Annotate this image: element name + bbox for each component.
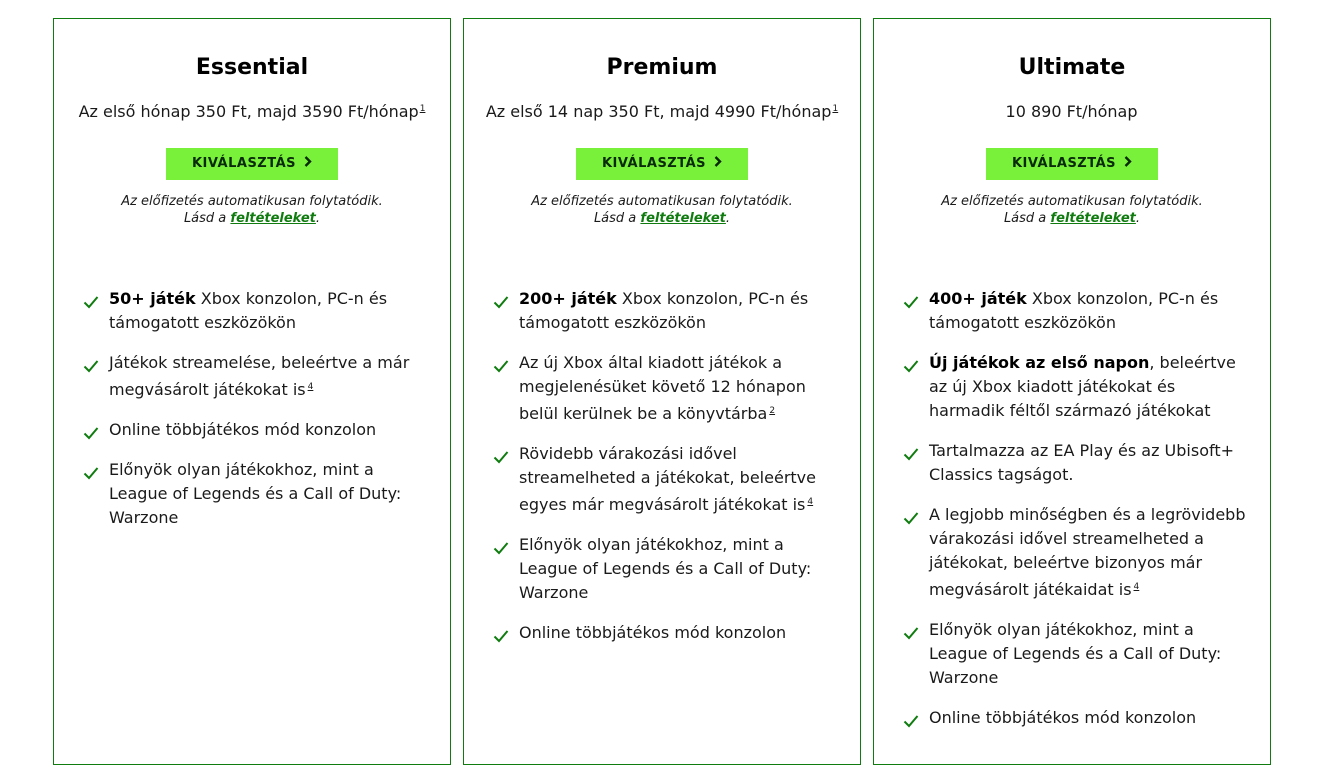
feature-list xyxy=(903,287,1253,746)
renewal-note-line1: Az előfizetés automatikusan folytatódik. xyxy=(531,194,793,209)
checkmark-icon xyxy=(493,447,509,461)
renewal-note-prefix: Lásd a xyxy=(183,211,227,226)
feature-item xyxy=(83,287,433,335)
plan-price-text: Az első 14 nap 350 Ft, majd 4990 Ft/hónap xyxy=(485,102,832,121)
checkmark-icon xyxy=(83,463,99,477)
plan-price xyxy=(874,99,1270,122)
plan-title: Ultimate xyxy=(1018,55,1126,80)
chevron-right-icon xyxy=(1124,148,1132,180)
renewal-note xyxy=(874,193,1270,227)
feature-item xyxy=(493,351,843,426)
checkmark-icon xyxy=(83,423,99,437)
checkmark-icon xyxy=(83,356,99,370)
renewal-note-line1: Az előfizetés automatikusan folytatódik. xyxy=(121,194,383,209)
plans-container xyxy=(53,18,1271,765)
feature-text: Előnyök olyan játékokhoz, mint a League of Legends és a Call of Duty: Warzone xyxy=(519,535,812,602)
price-footnote-link[interactable]: 1 xyxy=(419,104,426,114)
checkmark-icon xyxy=(493,538,509,552)
feature-item xyxy=(493,442,843,517)
select-button-label: KIVÁLASZTÁS xyxy=(601,156,707,171)
feature-text: Xbox konzolon, PC-n és támogatott eszközökön xyxy=(109,289,388,332)
plan-title: Essential xyxy=(195,55,309,80)
plan-price-text: Az első hónap 350 Ft, majd 3590 Ft/hónap xyxy=(78,102,419,121)
feature-text: Xbox konzolon, PC-n és támogatott eszközökön xyxy=(519,289,809,332)
plan-card-ultimate xyxy=(873,18,1271,765)
feature-text: , beleértve az új Xbox kiadott játékokat és harmadik féltől származó játékokat xyxy=(929,353,1236,420)
feature-highlight: Új játékok az első napon xyxy=(929,353,1150,372)
checkmark-icon xyxy=(903,508,919,522)
renewal-note-suffix: . xyxy=(1135,211,1141,226)
feature-text: Játékok streamelése, beleértve a már megvásárolt játékokat is xyxy=(109,353,410,399)
renewal-note-suffix: . xyxy=(315,211,321,226)
feature-item xyxy=(903,503,1253,602)
feature-item xyxy=(83,458,433,530)
feature-item xyxy=(903,287,1253,335)
select-button-label: KIVÁLASZTÁS xyxy=(191,156,297,171)
feature-text: Online többjátékos mód konzolon xyxy=(519,623,787,642)
checkmark-icon xyxy=(903,356,919,370)
plan-title: Premium xyxy=(606,55,718,80)
plan-price-text: 10 890 Ft/hónap xyxy=(1005,102,1138,121)
checkmark-icon xyxy=(903,444,919,458)
plan-card-essential xyxy=(53,18,451,765)
checkmark-icon xyxy=(903,623,919,637)
feature-highlight: 50+ játék xyxy=(109,289,196,308)
feature-item xyxy=(903,706,1253,730)
feature-text: Online többjátékos mód konzolon xyxy=(929,708,1197,727)
feature-item xyxy=(83,418,433,442)
feature-item xyxy=(83,351,433,402)
terms-link[interactable]: feltételeket xyxy=(1050,211,1136,226)
feature-item xyxy=(903,351,1253,423)
feature-footnote-link[interactable]: 4 xyxy=(807,497,814,507)
feature-text: Rövidebb várakozási idővel streamelheted a játékokat, beleértve egyes már megvásárolt játékokat is xyxy=(519,444,816,514)
feature-text: Xbox konzolon, PC-n és támogatott eszközökön xyxy=(929,289,1219,332)
checkmark-icon xyxy=(493,356,509,370)
renewal-note-prefix: Lásd a xyxy=(1003,211,1047,226)
renewal-note-line1: Az előfizetés automatikusan folytatódik. xyxy=(941,194,1203,209)
select-ultimate-button[interactable] xyxy=(986,148,1158,180)
select-premium-button[interactable] xyxy=(576,148,748,180)
select-essential-button[interactable] xyxy=(166,148,338,180)
renewal-note-prefix: Lásd a xyxy=(593,211,637,226)
chevron-right-icon xyxy=(304,148,312,180)
feature-footnote-link[interactable]: 4 xyxy=(307,382,314,392)
feature-text: Online többjátékos mód konzolon xyxy=(109,420,377,439)
feature-item xyxy=(493,533,843,605)
feature-text: Az új Xbox által kiadott játékok a megjelenésüket követő 12 hónapon belül kerülnek be a könyvtárba xyxy=(519,353,806,423)
plan-price xyxy=(54,99,450,122)
select-button-label: KIVÁLASZTÁS xyxy=(1011,156,1117,171)
feature-text: Tartalmazza az EA Play és az Ubisoft+ Classics tagságot. xyxy=(929,441,1235,484)
feature-text: Előnyök olyan játékokhoz, mint a League of Legends és a Call of Duty: Warzone xyxy=(929,620,1222,687)
terms-link[interactable]: feltételeket xyxy=(640,211,726,226)
feature-highlight: 200+ játék xyxy=(519,289,617,308)
feature-list xyxy=(493,287,843,661)
feature-item xyxy=(903,439,1253,487)
feature-text: A legjobb minőségben és a legrövidebb várakozási idővel streamelheted a játékokat, beleértve bizonyos már megvásárolt játékaidat is xyxy=(929,505,1246,599)
feature-item xyxy=(493,287,843,335)
price-footnote-link[interactable]: 1 xyxy=(832,104,839,114)
checkmark-icon xyxy=(903,292,919,306)
renewal-note-suffix: . xyxy=(725,211,731,226)
feature-item xyxy=(903,618,1253,690)
checkmark-icon xyxy=(493,292,509,306)
chevron-right-icon xyxy=(714,148,722,180)
renewal-note xyxy=(54,193,450,227)
checkmark-icon xyxy=(493,626,509,640)
plan-card-premium xyxy=(463,18,861,765)
checkmark-icon xyxy=(903,711,919,725)
feature-footnote-link[interactable]: 4 xyxy=(1133,582,1140,592)
feature-list xyxy=(83,287,433,546)
plan-price xyxy=(464,99,860,122)
feature-text: Előnyök olyan játékokhoz, mint a League of Legends és a Call of Duty: Warzone xyxy=(109,460,402,527)
feature-footnote-link[interactable]: 2 xyxy=(769,406,776,416)
terms-link[interactable]: feltételeket xyxy=(230,211,316,226)
feature-item xyxy=(493,621,843,645)
feature-highlight: 400+ játék xyxy=(929,289,1027,308)
renewal-note xyxy=(464,193,860,227)
checkmark-icon xyxy=(83,292,99,306)
